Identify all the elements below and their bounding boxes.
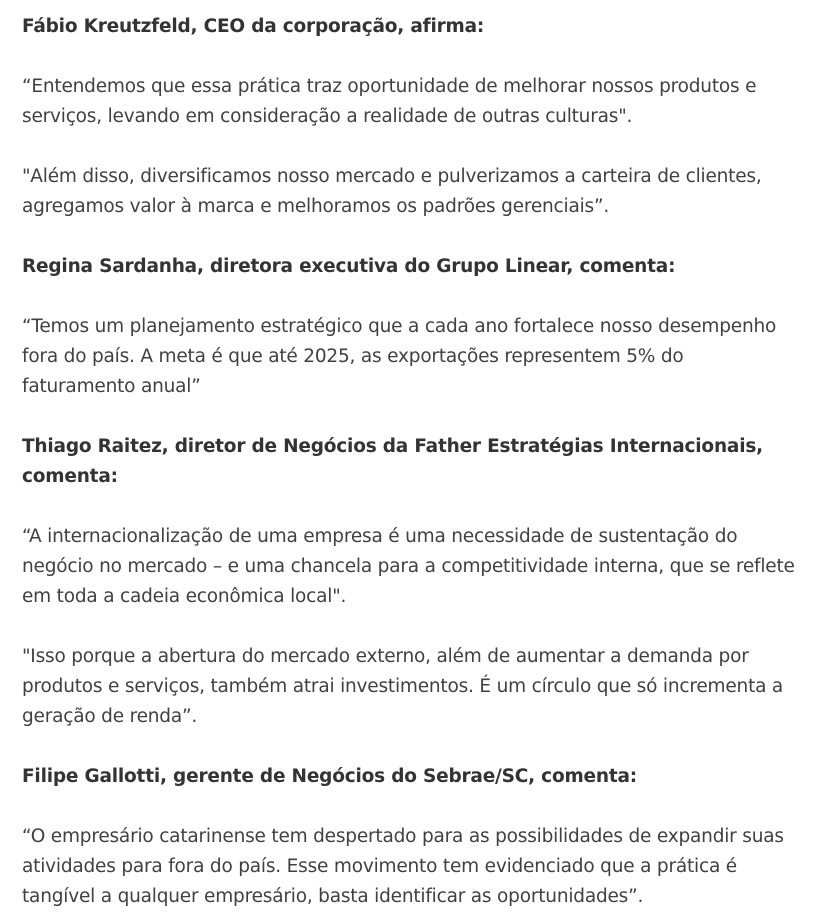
quote-paragraph: "Isso porque a abertura do mercado externo, além de aumentar a demanda por produtos e serviços, também atrai investimentos. É um círculo que só incrementa a geração de renda”.	[22, 646, 784, 727]
quote-paragraph: “A internacionalização de uma empresa é uma necessidade de sustentação do negócio no mercado – e uma chancela para a competitividade interna, que se reflete em toda a cadeia econômica local".	[22, 526, 795, 607]
speaker-filipe-gallotti: Filipe Gallotti, gerente de Negócios do Sebrae/SC, comenta:	[22, 766, 637, 787]
speaker-thiago-raitez: Thiago Raitez, diretor de Negócios da Father Estratégias Internacionais, comenta:	[22, 436, 763, 487]
speaker-fabio-kreutzfeld: Fábio Kreutzfeld, CEO da corporação, afirma:	[22, 16, 485, 37]
quote-paragraph: “Temos um planejamento estratégico que a cada ano fortalece nosso desempenho fora do país. A meta é que até 2025, as exportações representem 5% do faturamento anual”	[22, 316, 777, 397]
quote-paragraph: “O empresário catarinense tem despertado para as possibilidades de expandir suas atividades para fora do país. Esse movimento tem evidenciado que a prática é tangível a qualquer empresário, basta identificar as oportunidades”.	[22, 826, 784, 907]
speaker-regina-sardanha: Regina Sardanha, diretora executiva do Grupo Linear, comenta:	[22, 256, 676, 277]
quote-paragraph: “Entendemos que essa prática traz oportunidade de melhorar nossos produtos e serviços, levando em consideração a realidade de outras culturas".	[22, 76, 757, 127]
quote-paragraph: "Além disso, diversificamos nosso mercado e pulverizamos a carteira de clientes, agregamos valor à marca e melhoramos os padrões gerenciais”.	[22, 166, 762, 217]
